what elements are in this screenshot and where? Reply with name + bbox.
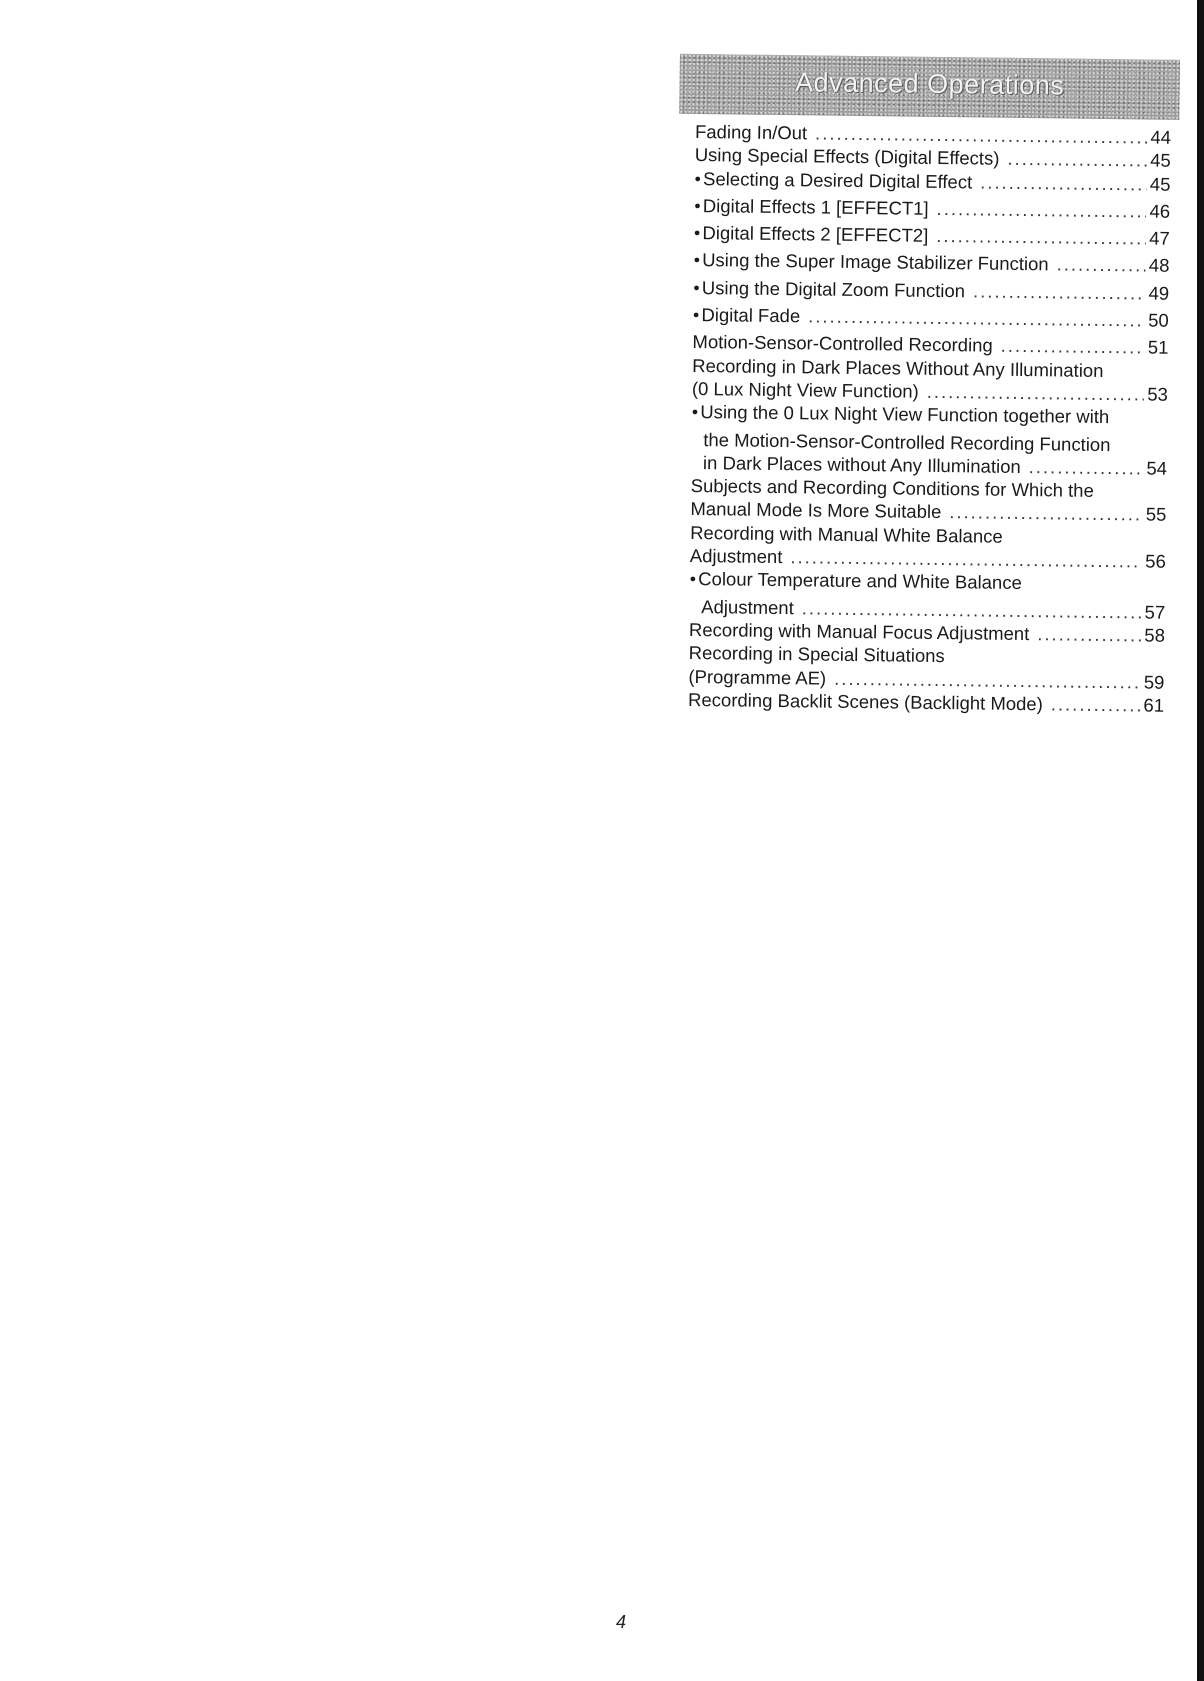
toc-entry-title: Using Special Effects (Digital Effects) [694, 144, 1000, 170]
section-title: Advanced Operations [794, 67, 1065, 101]
page-number: 4 [616, 1612, 627, 1632]
toc-page-number: 48 [1148, 255, 1170, 277]
toc-page-number: 45 [1149, 173, 1171, 195]
toc-sub-entry [689, 567, 1166, 623]
toc-page-number: 59 [1143, 671, 1165, 693]
toc-entry-title: Recording in Dark Places Without Any Illumination [692, 354, 1104, 381]
toc-page-number: 55 [1145, 503, 1167, 526]
dot-leader [980, 170, 1147, 195]
toc-entry-title: ● Colour Temperature and White Balance [689, 567, 1022, 598]
toc-entry-title: Fading In/Out [694, 120, 808, 144]
toc-entry-title: in Dark Places without Any Illumination [702, 451, 1021, 477]
toc-entry-title: Recording Backlit Scenes (Backlight Mode) [687, 688, 1043, 715]
toc-entry [692, 354, 1169, 406]
dot-leader [1001, 334, 1145, 359]
toc-entry-title: ● Selecting a Desired Digital Effect [694, 167, 972, 198]
toc-page-number: 50 [1148, 309, 1169, 331]
toc-entry [690, 474, 1167, 526]
toc-line [688, 688, 1164, 717]
toc-entry-title: Manual Mode Is More Suitable [690, 498, 942, 523]
dot-leader [1057, 253, 1146, 277]
toc-entry [688, 641, 1165, 693]
dot-leader [949, 501, 1143, 527]
toc-entry-title: Recording in Special Situations [688, 642, 945, 667]
table-of-contents [688, 54, 1172, 717]
toc-page-number: 46 [1149, 200, 1171, 222]
toc-entry-title: ● Using the Digital Zoom Function [693, 276, 965, 307]
toc-entry [688, 688, 1164, 717]
toc-page-number: 45 [1150, 149, 1171, 172]
dot-leader [1029, 455, 1144, 480]
toc-page-number: 49 [1148, 282, 1170, 304]
toc-page-number: 51 [1147, 336, 1169, 359]
toc-page-number: 54 [1146, 457, 1168, 479]
toc-page-number: 58 [1144, 624, 1166, 646]
dot-leader [936, 224, 1146, 250]
toc-entry-title: (Programme AE) [688, 665, 827, 689]
toc-entry-title: Motion-Sensor-Controlled Recording [692, 331, 993, 357]
dot-leader [973, 279, 1146, 304]
toc-entry-title: ● Digital Effects 1 [EFFECT1] [694, 194, 929, 224]
toc-entry-title: the Motion-Sensor-Controlled Recording Function [703, 428, 1111, 455]
toc-page-number: 57 [1144, 601, 1166, 623]
dot-leader [1007, 147, 1147, 172]
dot-leader [1037, 622, 1141, 647]
toc-entry [690, 521, 1167, 573]
toc-entry-title: Adjustment [689, 545, 783, 568]
toc-page-number: 61 [1143, 694, 1165, 716]
toc-page-number: 47 [1149, 227, 1170, 249]
dot-leader [808, 304, 1145, 331]
toc-entry-title: ● Digital Effects 2 [EFFECT2] [694, 221, 929, 251]
toc-entry-title: ● Using the Super Image Stabilizer Function [693, 248, 1049, 280]
toc-entry-title: (0 Lux Night View Function) [691, 377, 919, 402]
dot-leader [927, 380, 1145, 406]
toc-entry-title: ● Digital Fade [693, 303, 801, 332]
scan-edge-bar [1197, 0, 1204, 1681]
toc-entry-list [688, 120, 1171, 717]
dot-leader [936, 197, 1146, 223]
dot-leader [1051, 692, 1141, 716]
section-header-banner [679, 54, 1180, 120]
toc-entry-title: ● Using the 0 Lux Night View Function together with [691, 400, 1109, 432]
toc-page-number: 44 [1150, 126, 1172, 148]
toc-entry-title: Adjustment [701, 595, 794, 618]
toc-page-number: 53 [1147, 383, 1169, 405]
toc-sub-entry [691, 400, 1168, 480]
toc-entry-title: Recording with Manual White Balance [690, 521, 1003, 547]
toc-page-number: 56 [1145, 550, 1166, 572]
toc-entry-title: Subjects and Recording Conditions for Which the [690, 475, 1094, 502]
toc-entry-title: Recording with Manual Focus Adjustment [688, 618, 1030, 645]
